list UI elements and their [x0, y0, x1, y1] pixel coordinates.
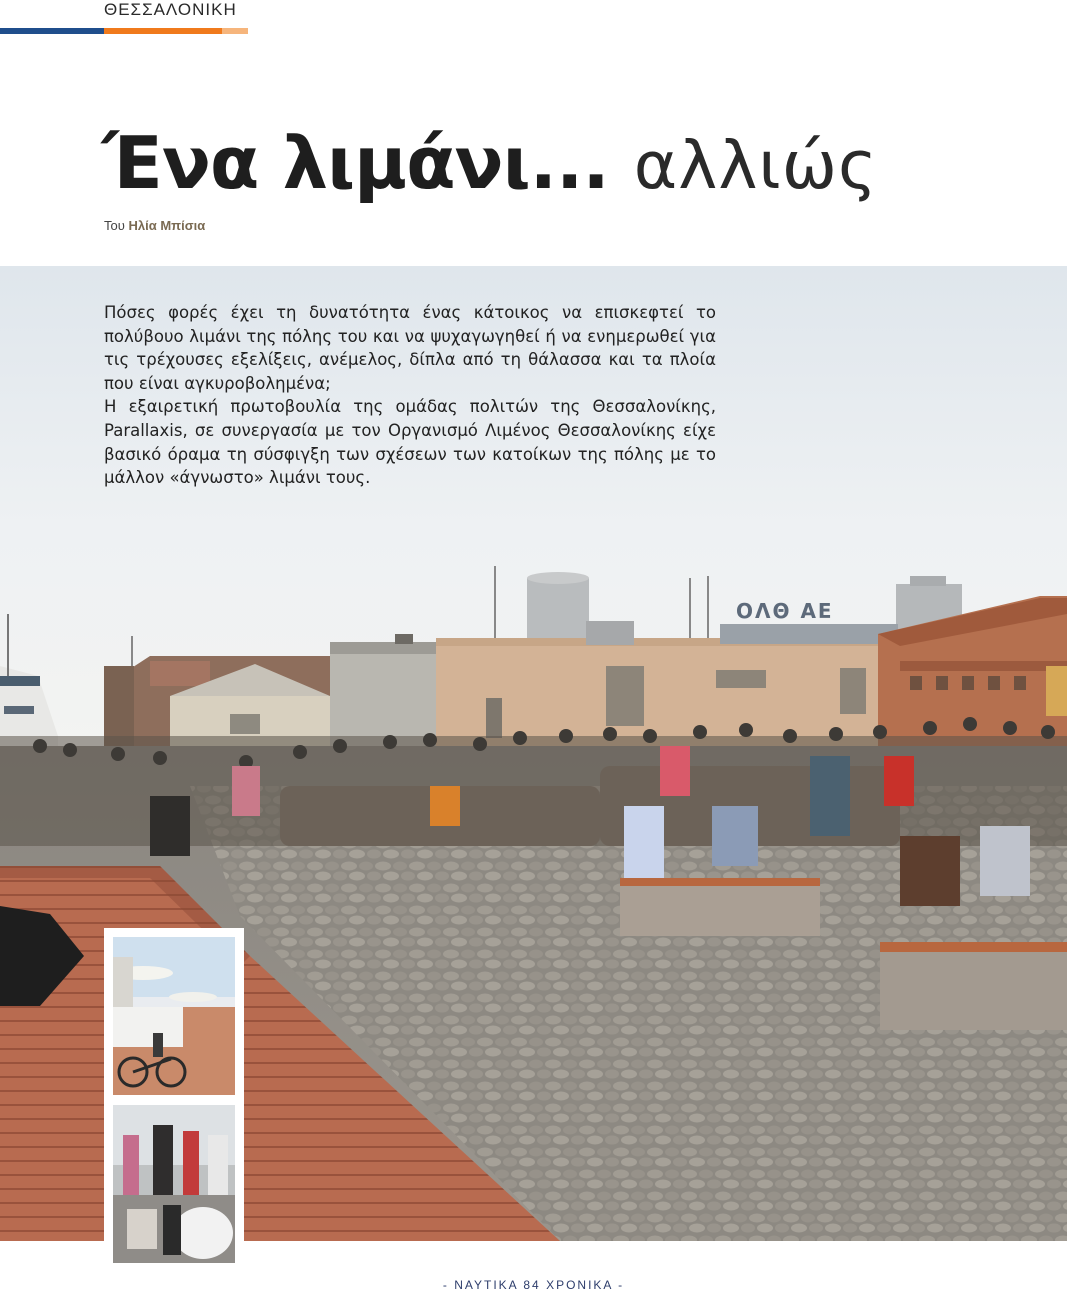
lead-paragraph-2: Η εξαιρετική πρωτοβουλία της ομάδας πολιτών της Θεσσαλονίκης, Parallaxis, σε συνεργασία με τον Οργανισμό Λιμένος Θεσσαλονίκης είχε βασικό όραμα τη σύσφιγξη των σχέσεων των κατοίκων της πόλης με το μάλλον «άγνωστο» λιμάνι τους.	[104, 397, 716, 488]
lead-paragraph-1: Πόσες φορές έχει τη δυνατότητα ένας κάτοικος να επισκεφτεί το πολύβουο λιμάνι της πόλης του και να ψυχαγωγηθεί ή να ενημερωθεί για τις τρέχουσες εξελίξεις, ανέμελος, δίπλα από τη θάλασσα και τα πλοία που είναι αγκυροβολημένα;	[104, 303, 716, 393]
thumbnail-photo-1	[104, 928, 244, 1104]
page-footer	[0, 1278, 1067, 1292]
header-rule-blue	[0, 28, 104, 34]
byline	[104, 218, 205, 233]
article-title-bold: Ένα λιμάνι...	[102, 121, 609, 205]
footer-magazine-right: ΧΡΟΝΙΚΑ -	[546, 1278, 625, 1292]
page-number: 84	[523, 1278, 541, 1292]
header-rule-peach	[222, 28, 248, 34]
lead-text	[104, 301, 716, 490]
header-rule-orange	[104, 28, 222, 34]
thumbnail-photo-2	[104, 1096, 244, 1272]
section-label: ΘΕΣΣΑΛΟΝΙΚΗ	[104, 0, 237, 19]
article-title	[102, 118, 878, 211]
article-title-light: αλλιώς	[633, 127, 878, 204]
footer-magazine-left: - ΝΑΥΤΙΚΑ	[442, 1278, 519, 1292]
byline-prefix: Του	[104, 218, 125, 233]
byline-author: Ηλία Μπίσια	[128, 218, 206, 233]
building-sign: ΟΛΘ ΑΕ	[736, 599, 834, 623]
